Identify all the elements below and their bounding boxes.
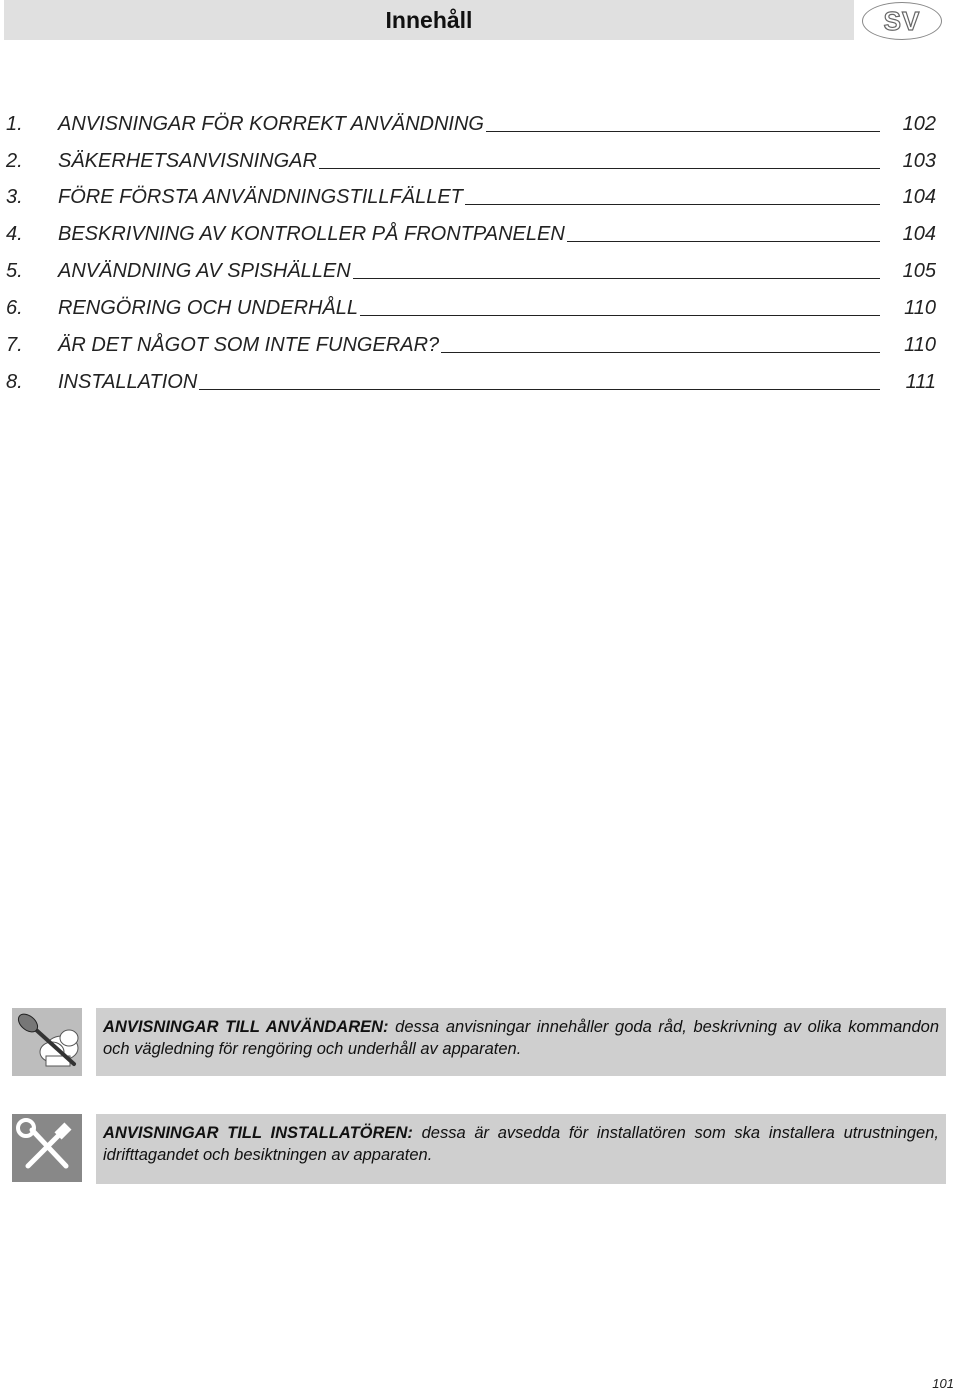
page-number: 101 <box>932 1376 954 1391</box>
toc-number: 8. <box>6 371 23 393</box>
installer-note-lead: ANVISNINGAR TILL INSTALLATÖREN: <box>103 1124 413 1142</box>
toc-page-number: 104 <box>902 186 936 208</box>
toc-label: ANVISNINGAR FÖR KORREKT ANVÄNDNING <box>58 113 484 135</box>
toc-number: 1. <box>6 113 23 135</box>
toc-entry-2[interactable] <box>6 143 936 173</box>
language-badge <box>862 2 942 40</box>
user-instructions-note <box>96 1008 946 1076</box>
toc-number: 3. <box>6 186 23 208</box>
toc-label: BESKRIVNING AV KONTROLLER PÅ FRONTPANELEN <box>58 223 565 245</box>
toc-label: FÖRE FÖRSTA ANVÄNDNINGSTILLFÄLLET <box>58 186 463 208</box>
toc-page-number: 111 <box>905 371 936 393</box>
toc-leader-line <box>353 277 880 279</box>
toc-leader-line <box>567 240 880 242</box>
toc-number: 6. <box>6 297 23 319</box>
toc-entry-7[interactable] <box>6 327 936 357</box>
toc-label: INSTALLATION <box>58 371 198 393</box>
toc-entry-4[interactable] <box>6 216 936 246</box>
toc-page-number: 110 <box>904 334 936 356</box>
toc-entry-6[interactable] <box>6 290 936 320</box>
toc-entry-8[interactable] <box>6 364 936 394</box>
toc-entry-1[interactable] <box>6 106 936 136</box>
wrench-screwdriver-icon <box>12 1114 82 1182</box>
toc-leader-line <box>199 388 880 390</box>
toc-number: 2. <box>6 150 23 172</box>
toc-page-number: 103 <box>902 150 936 172</box>
toc-label: ANVÄNDNING AV SPISHÄLLEN <box>58 260 351 282</box>
toc-leader-line <box>486 130 880 132</box>
toc-entry-5[interactable] <box>6 253 936 283</box>
header-bar <box>4 0 854 40</box>
installer-instructions-note <box>96 1114 946 1184</box>
toc-leader-line <box>441 351 880 353</box>
toc-number: 7. <box>6 334 23 356</box>
user-note-text: dessa anvisningar innehåller goda råd, beskrivning av olika kommandon och vägledning för rengöring och underhåll av apparaten. <box>103 1018 939 1058</box>
toc-leader-line <box>319 167 880 169</box>
toc-number: 5. <box>6 260 23 282</box>
toc-label: RENGÖRING OCH UNDERHÅLL <box>58 297 359 319</box>
spoon-chef-hat-icon <box>12 1008 82 1076</box>
toc-entry-3[interactable] <box>6 179 936 209</box>
toc-page-number: 104 <box>902 223 936 245</box>
installer-note-text: dessa är avsedda för installatören som ska installera utrustningen, idrifttagandet och besiktningen av apparaten. <box>103 1124 939 1164</box>
toc-page-number: 102 <box>902 113 936 135</box>
page-title: Innehåll <box>385 6 473 33</box>
toc-leader-line <box>360 314 880 316</box>
language-code: SV <box>883 5 921 36</box>
toc-label: SÄKERHETSANVISNINGAR <box>58 150 317 172</box>
toc-number: 4. <box>6 223 23 245</box>
toc-leader-line <box>465 203 880 205</box>
toc-label: ÄR DET NÅGOT SOM INTE FUNGERAR? <box>58 334 440 356</box>
toc-page-number: 110 <box>904 297 936 319</box>
toc-page-number: 105 <box>902 260 936 282</box>
user-note-lead: ANVISNINGAR TILL ANVÄNDAREN: <box>103 1018 389 1036</box>
